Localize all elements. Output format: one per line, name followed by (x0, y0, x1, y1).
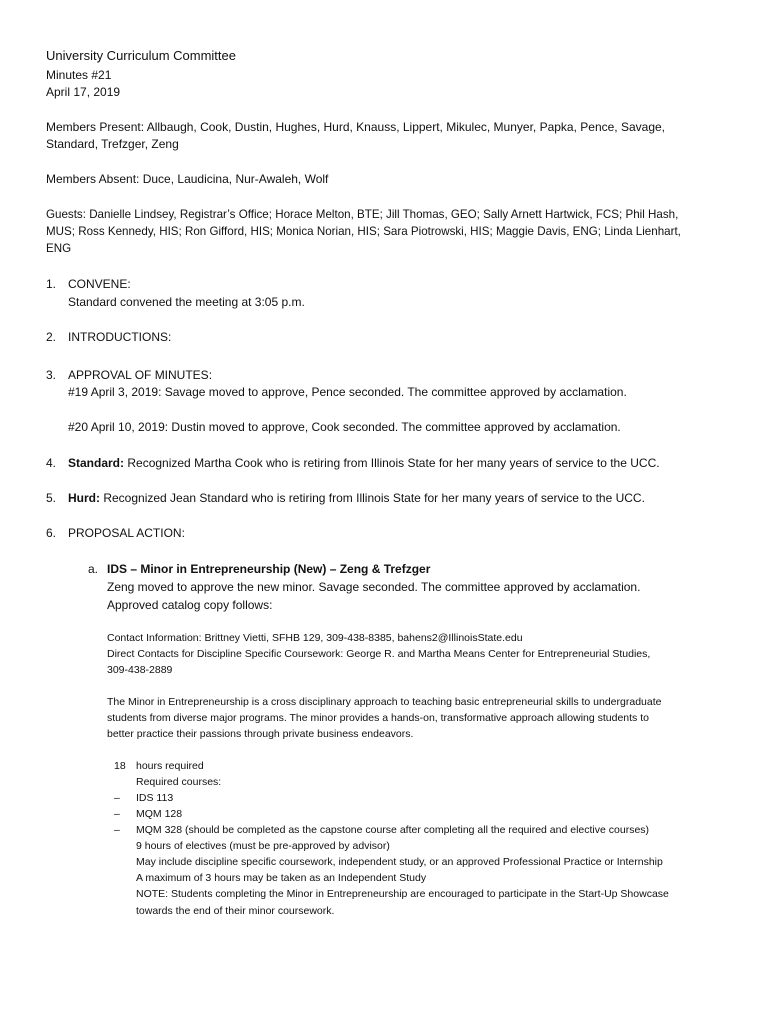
guests-line3: ENG (46, 242, 72, 255)
direct-contacts-line1: Direct Contacts for Discipline Specific Coursework: George R. and Martha Means Center for Entrepreneurial Studies, (107, 648, 651, 660)
guests-label: Guests: (46, 208, 86, 221)
members-present-line1 (46, 119, 665, 136)
list-bullet-dash: – (114, 824, 120, 836)
hours-number: 18 (114, 760, 126, 772)
minutes-number: Minutes #21 (46, 68, 112, 82)
course-mqm-328: MQM 328 (should be completed as the capstone course after completing all the required and elective courses) (136, 824, 650, 836)
approval-heading: APPROVAL OF MINUTES: (68, 368, 213, 382)
hours-text: hours required (136, 760, 204, 772)
members-present-label: Members Present: (46, 120, 145, 134)
item-number-2: 2. (46, 330, 57, 344)
guests-names-1: Danielle Lindsey, Registrar’s Office; Horace Melton, BTE; Jill Thomas, GEO; Sally Arnett Hartwick, FCS; Phil Hash, (89, 208, 679, 221)
description-line3: better practice their passions through private business endeavors. (107, 728, 414, 740)
note-line1: NOTE: Students completing the Minor in Entrepreneurship are encouraged to participate in the Start-Up Showcase (136, 888, 669, 900)
max-hours-line: A maximum of 3 hours may be taken as an Independent Study (136, 872, 427, 884)
convene-text: Standard convened the meeting at 3:05 p.m. (68, 295, 305, 309)
direct-contacts-line2: 309-438-2889 (107, 664, 173, 676)
list-bullet-dash: – (114, 792, 120, 804)
introductions-heading: INTRODUCTIONS: (68, 330, 172, 344)
hurd-label: Hurd: (68, 491, 100, 505)
approval-minutes-20: #20 April 10, 2019: Dustin moved to approve, Cook seconded. The committee approved by acclamation. (68, 420, 621, 434)
hurd-recognition (68, 490, 645, 507)
item-number-4: 4. (46, 456, 57, 470)
standard-text: Recognized Martha Cook who is retiring from Illinois State for her many years of service to the UCC. (127, 456, 660, 470)
members-absent-label: Members Absent: (46, 172, 140, 186)
hurd-text: Recognized Jean Standard who is retiring from Illinois State for her many years of service to the UCC. (103, 491, 645, 505)
proposal-a-catalog-intro: Approved catalog copy follows: (107, 598, 273, 612)
committee-title: University Curriculum Committee (46, 48, 236, 63)
description-line1: The Minor in Entrepreneurship is a cross disciplinary approach to teaching basic entrepreneurial skills to undergraduate (107, 696, 662, 708)
proposal-heading: PROPOSAL ACTION: (68, 526, 185, 540)
course-mqm-128: MQM 128 (136, 808, 183, 820)
approval-minutes-19: #19 April 3, 2019: Savage moved to approve, Pence seconded. The committee approved by acclamation. (68, 385, 627, 399)
course-ids-113: IDS 113 (136, 792, 174, 804)
members-present-line2: Standard, Trefzger, Zeng (46, 137, 179, 151)
meeting-date: April 17, 2019 (46, 85, 121, 99)
description-line2: students from diverse major programs. The minor provides a hands-on, transformative approach allowing students to (107, 712, 649, 724)
members-absent (46, 171, 328, 188)
proposal-a-title: IDS – Minor in Entrepreneurship (New) – Zeng & Trefzger (107, 562, 431, 576)
may-include-line: May include discipline specific coursework, independent study, or an approved Professional Practice or Internship (136, 856, 663, 868)
electives-line: 9 hours of electives (must be pre-approved by advisor) (136, 840, 390, 852)
guests-line2: MUS; Ross Kennedy, HIS; Ron Gifford, HIS; Monica Norian, HIS; Sara Piotrowski, HIS; Maggie Davis, ENG; Linda Lienhart, (46, 225, 681, 238)
item-number-1: 1. (46, 277, 57, 291)
item-number-5: 5. (46, 491, 57, 505)
list-bullet-dash: – (114, 808, 120, 820)
item-number-6: 6. (46, 526, 57, 540)
proposal-a-letter: a. (88, 562, 99, 576)
convene-heading: CONVENE: (68, 277, 131, 291)
members-present-names: Allbaugh, Cook, Dustin, Hughes, Hurd, Knauss, Lippert, Mikulec, Munyer, Papka, Pence, Savage, (146, 120, 665, 134)
guests-line1 (46, 206, 678, 223)
required-courses-label: Required courses: (136, 776, 222, 788)
contact-information: Contact Information: Brittney Vietti, SFHB 129, 309-438-8385, bahens2@IllinoisState.edu (107, 632, 523, 644)
standard-recognition (68, 455, 660, 472)
standard-label: Standard: (68, 456, 125, 470)
item-number-3: 3. (46, 368, 57, 382)
proposal-a-motion: Zeng moved to approve the new minor. Savage seconded. The committee approved by acclamation. (107, 580, 641, 594)
note-line2: towards the end of their minor coursework. (136, 905, 335, 917)
members-absent-names: Duce, Laudicina, Nur-Awaleh, Wolf (142, 172, 329, 186)
